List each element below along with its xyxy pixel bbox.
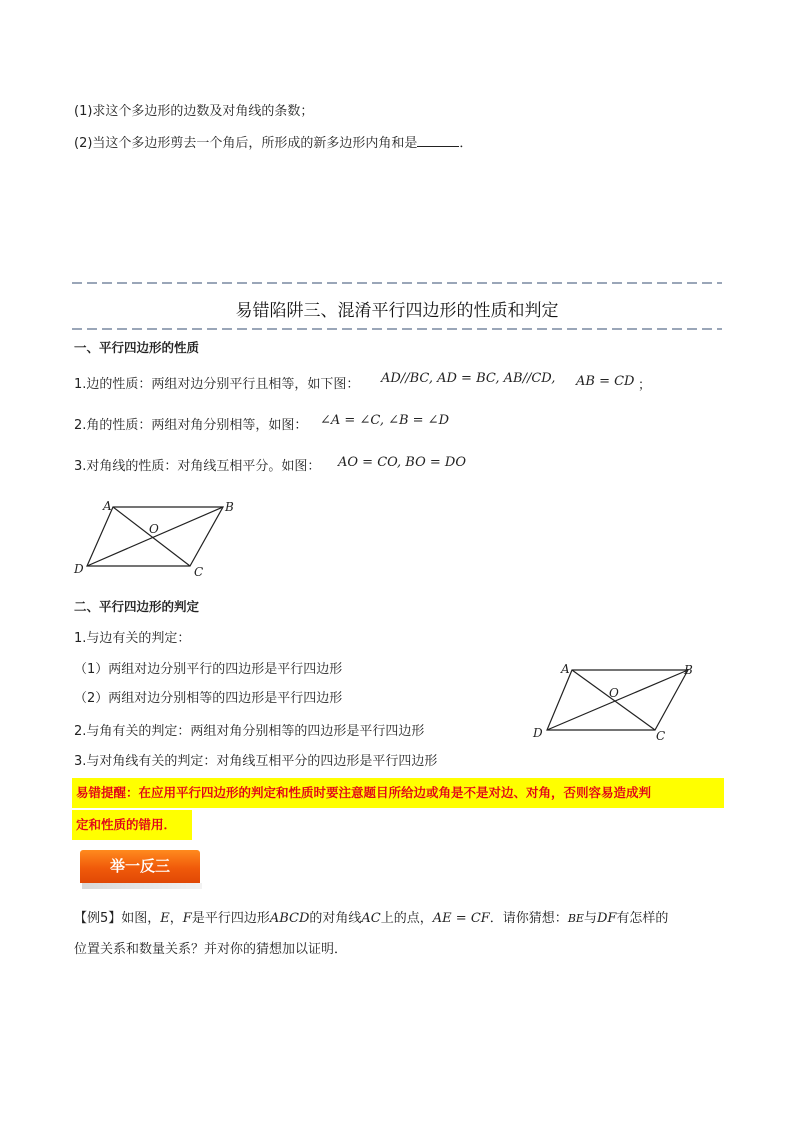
- example-text-3: 的对角线: [309, 911, 362, 926]
- label-c: C: [194, 565, 204, 579]
- parallelogram-figure-1: [70, 495, 245, 580]
- shape-abcd: ABCD: [269, 911, 310, 926]
- label-b-2: B: [684, 663, 693, 677]
- point-e: E: [160, 911, 170, 926]
- equation-ae-cf: AE = CF: [432, 911, 490, 926]
- side-property-end: ；: [638, 378, 652, 393]
- example-text-7: 有怎样的: [616, 911, 669, 926]
- segment-ac: AC: [361, 911, 381, 926]
- angle-property-text: 2.角的性质：两组对角分别相等，如图：: [74, 418, 308, 433]
- segment-df: DF: [596, 911, 617, 926]
- criteria-side-heading: 1.与边有关的判定：: [74, 631, 191, 646]
- example-text-2: 是平行四边形: [191, 911, 270, 926]
- criteria-side-1: （1）两组对边分别平行的四边形是平行四边形: [74, 662, 343, 677]
- side-property: [74, 376, 359, 394]
- criteria-diagonal: 3.与对角线有关的判定：对角线互相平分的四边形是平行四边形: [74, 754, 438, 769]
- label-d-2: D: [533, 726, 543, 740]
- label-c-2: C: [656, 729, 666, 743]
- label-d: D: [74, 562, 84, 576]
- criteria-side-2: （2）两组对边分别相等的四边形是平行四边形: [74, 691, 343, 706]
- segment-be: BE: [567, 912, 584, 925]
- example-comma: ，: [169, 911, 183, 926]
- example-text-5: ．请你猜想：: [489, 911, 568, 926]
- badge-label: 举一反三: [109, 857, 170, 875]
- label-a-2: A: [561, 662, 570, 676]
- diagonal-ac-2: [572, 670, 655, 730]
- example-text-6: 与: [583, 911, 597, 926]
- label-o: O: [149, 522, 159, 536]
- question-1: (1)求这个多边形的边数及对角线的条数；: [74, 104, 314, 119]
- point-f: F: [182, 911, 192, 926]
- diagonal-ac: [113, 507, 190, 566]
- label-a: A: [103, 499, 112, 513]
- diagonal-bd: [87, 507, 223, 566]
- label-b: B: [225, 500, 234, 514]
- warning-line-1: 易错提醒：在应用平行四边形的判定和性质时要注意题目所给边或角是不是对边、对角，否则容易造成判: [72, 778, 724, 808]
- side-property-math: AD//BC, AD = BC, AB//CD,: [381, 371, 556, 386]
- angle-property-math: ∠A = ∠C, ∠B = ∠D: [320, 413, 449, 428]
- diagonal-property-text: 3.对角线的性质：对角线互相平分。如图：: [74, 459, 321, 474]
- parallelogram-figure-2: [530, 658, 705, 743]
- example-text-4: 上的点，: [380, 911, 433, 926]
- properties-heading: 一、平行四边形的性质: [74, 340, 200, 355]
- section-title: 易错陷阱三、混淆平行四边形的性质和判定: [235, 301, 559, 321]
- example-line-2: 位置关系和数量关系？并对你的猜想加以证明．: [74, 942, 348, 957]
- question-2-text: (2)当这个多边形剪去一个角后，所形成的新多边形内角和是: [74, 136, 418, 151]
- answer-blank[interactable]: [417, 134, 459, 147]
- practice-badge: [80, 850, 202, 890]
- side-property-text: 1.边的性质：两组对边分别平行且相等，如下图：: [74, 377, 360, 392]
- example-intro: 【例5】如图，: [74, 911, 161, 926]
- side-property-math-2: AB = CD: [576, 374, 635, 389]
- example-line-1: [74, 910, 668, 928]
- criteria-angle: 2.与角有关的判定：两组对角分别相等的四边形是平行四边形: [74, 724, 425, 739]
- diagonal-property-math: AO = CO, BO = DO: [338, 455, 467, 470]
- warning-line-2: 定和性质的错用．: [72, 810, 192, 840]
- badge-shadow: [82, 883, 202, 889]
- question-2-end: ．: [459, 136, 473, 151]
- label-o-2: O: [609, 686, 619, 700]
- question-2: [74, 134, 472, 153]
- criteria-heading: 二、平行四边形的判定: [74, 599, 200, 614]
